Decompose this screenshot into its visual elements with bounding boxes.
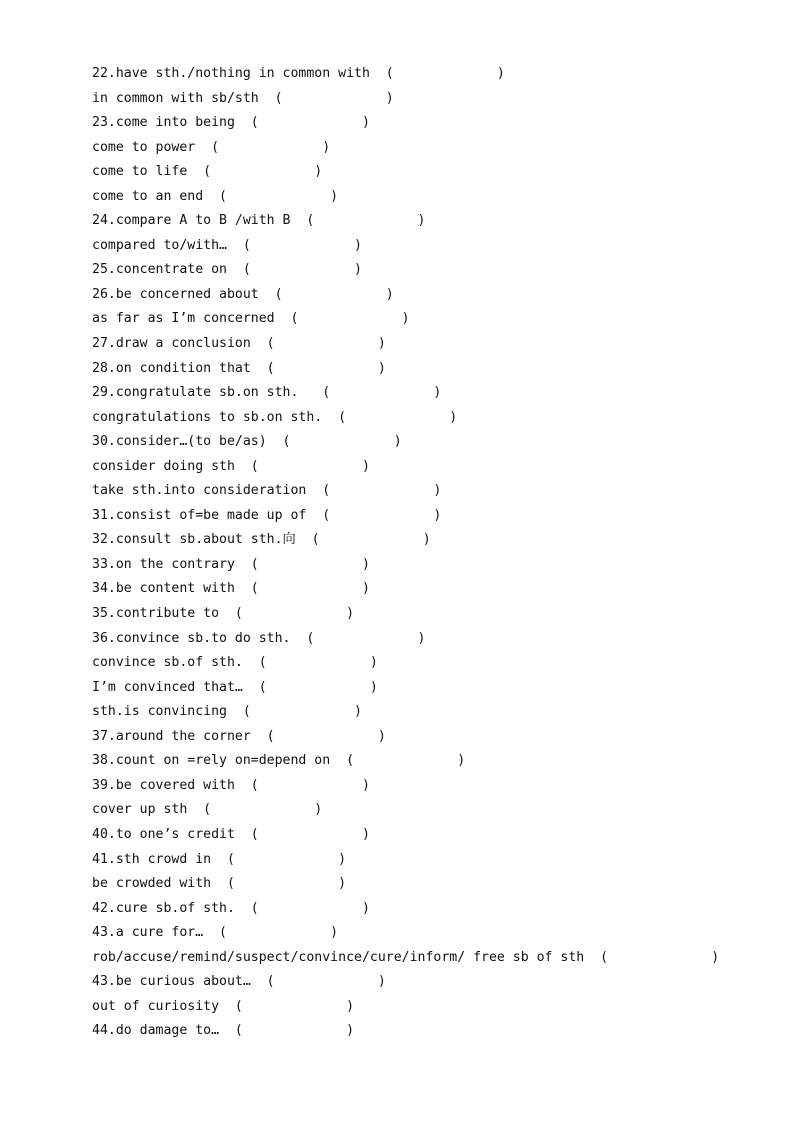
phrase-line: 37.around the corner ( ): [92, 728, 386, 744]
phrase-line: take sth.into consideration ( ): [92, 483, 442, 499]
phrase-line: 41.sth crowd in ( ): [92, 851, 347, 867]
phrase-line: 23.come into being ( ): [92, 115, 370, 131]
phrase-line: convince sb.of sth. ( ): [92, 655, 378, 671]
phrase-line: be crowded with ( ): [92, 876, 347, 892]
phrase-line: 30.consider…(to be/as) ( ): [92, 434, 402, 450]
phrase-line: 27.draw a conclusion ( ): [92, 336, 386, 352]
phrase-line: 25.concentrate on ( ): [92, 262, 362, 278]
phrase-line: come to life ( ): [92, 164, 323, 180]
phrase-line: 28.on condition that ( ): [92, 360, 386, 376]
phrase-line: 34.be content with ( ): [92, 581, 370, 597]
phrase-line: compared to/with… ( ): [92, 237, 362, 253]
phrase-line: consider doing sth ( ): [92, 458, 370, 474]
phrase-line: 22.have sth./nothing in common with ( ): [92, 66, 505, 81]
phrase-line: rob/accuse/remind/suspect/convince/cure/inform/ free sb of sth ( ): [92, 949, 720, 965]
phrase-line: 31.consist of=be made up of ( ): [92, 507, 442, 523]
phrase-line: come to an end ( ): [92, 188, 339, 204]
phrase-line: 43.be curious about… ( ): [92, 974, 386, 990]
phrase-line: 44.do damage to… ( ): [92, 1023, 355, 1039]
phrase-line: sth.is convincing ( ): [92, 704, 362, 720]
phrase-line: cover up sth ( ): [92, 802, 323, 818]
phrase-line: 40.to one’s credit ( ): [92, 826, 370, 842]
phrase-line: 36.convince sb.to do sth. ( ): [92, 630, 426, 646]
phrase-line: 29.congratulate sb.on sth. ( ): [92, 385, 442, 401]
phrase-line: 38.count on =rely on=depend on ( ): [92, 753, 466, 769]
phrase-line: 42.cure sb.of sth. ( ): [92, 900, 370, 916]
phrase-line: in common with sb/sth ( ): [92, 90, 394, 106]
phrase-line: 35.contribute to ( ): [92, 606, 355, 622]
phrase-line: as far as I’m concerned ( ): [92, 311, 410, 327]
phrase-line: congratulations to sb.on sth. ( ): [92, 409, 458, 425]
phrase-line: 33.on the contrary ( ): [92, 556, 370, 572]
worksheet-body: [92, 62, 772, 1044]
phrase-line: 43.a cure for… ( ): [92, 925, 339, 941]
phrase-line: 24.compare A to B /with B ( ): [92, 213, 426, 229]
phrase-line: 32.consult sb.about sth.向 ( ): [92, 532, 431, 548]
phrase-line: out of curiosity ( ): [92, 998, 355, 1014]
phrase-line: I’m convinced that… ( ): [92, 679, 378, 695]
phrase-line: come to power ( ): [92, 139, 331, 155]
phrase-line: 26.be concerned about ( ): [92, 286, 394, 302]
phrase-line: 39.be covered with ( ): [92, 777, 370, 793]
